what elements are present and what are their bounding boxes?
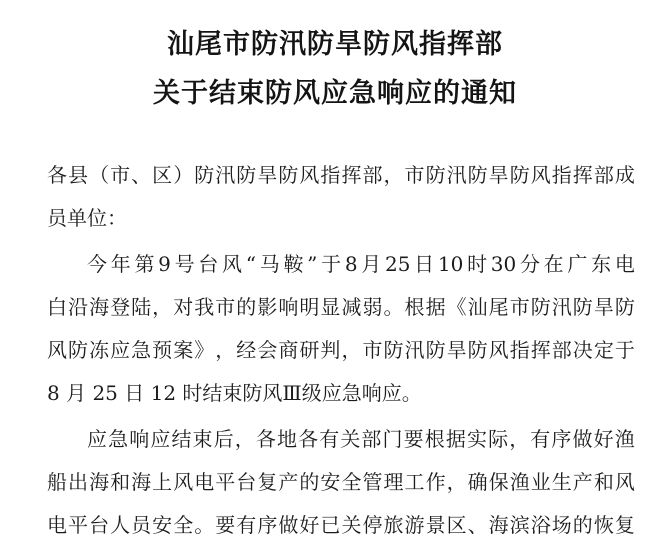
salutation-line-2: 员单位：	[47, 206, 127, 230]
salutation-line-1: 各 县 （ 市 、 区 ） 防 汛 防 旱 防 风 指 挥 部 ， 市 防 汛 防 旱 防 风 指 挥 部 成	[47, 163, 635, 187]
notice-title-line-2: 关于结束防风应急响应的通知	[153, 78, 517, 109]
paragraph-1-line-4: 8 月 25 日 12 时结束防风Ⅲ级应急响应。	[47, 381, 422, 405]
paragraph-2-line-3: 电 平 台 人 员 安 全 。 要 有 序 做 好 已 关 停 旅 游 景 区 、 海 滨 浴 场 的 恢 复	[47, 513, 635, 537]
paragraph-1-line-2: 白 沿 海 登 陆 ， 对 我 市 的 影 响 明 显 减 弱 。 根 据 《 汕 尾 市 防 汛 防 旱 防	[47, 295, 635, 319]
paragraph-2-line-1: 应 急 响 应 结 束 后 ， 各 地 各 有 关 部 门 要 根 据 实 际 ， 有 序 做 好 渔	[87, 427, 635, 451]
paragraph-2-line-2: 船 出 海 和 海 上 风 电 平 台 复 产 的 安 全 管 理 工 作 ， 确 保 渔 业 生 产 和 风	[47, 470, 635, 494]
paragraph-1-line-1: 今 年 第 9 号 台 风 “ 马 鞍 ” 于 8 月 25 日 10 时 30 分 在 广 东 电	[87, 252, 635, 276]
paragraph-1-line-3: 风 防 冻 应 急 预 案 》 ， 经 会 商 研 判 ， 市 防 汛 防 旱 防 风 指 挥 部 决 定 于	[47, 338, 635, 362]
notice-title-line-1: 汕尾市防汛防旱防风指挥部	[167, 29, 503, 60]
